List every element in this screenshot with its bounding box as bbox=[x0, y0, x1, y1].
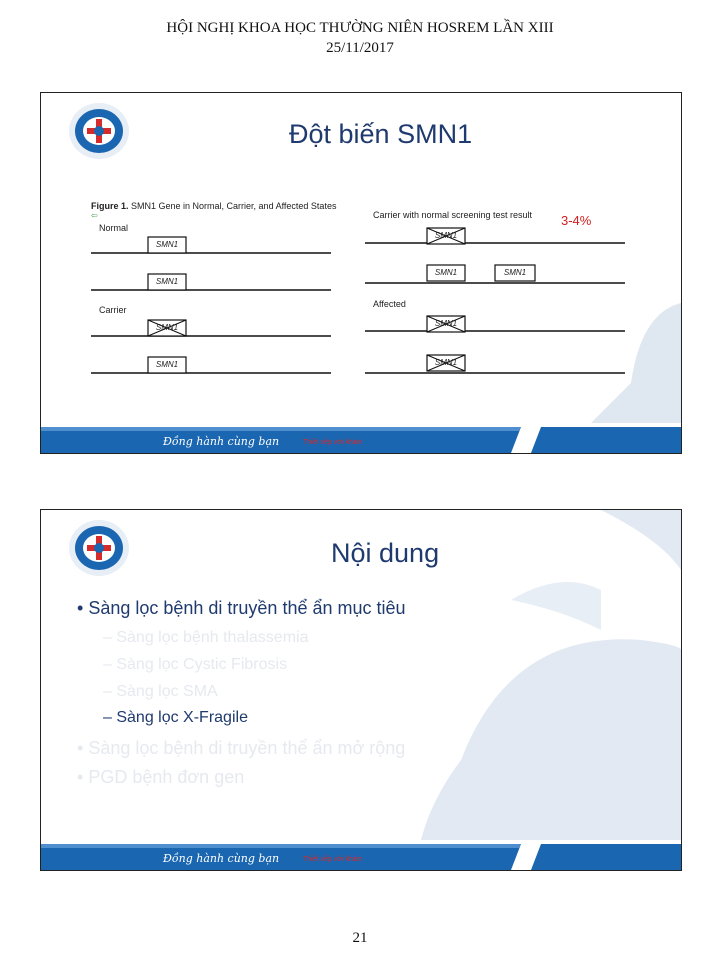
gene-label-smn1: SMN1 bbox=[434, 358, 458, 367]
hosrem-logo bbox=[67, 518, 131, 578]
sub-item-cystic-fibrosis: – Sàng lọc Cystic Fibrosis bbox=[103, 656, 288, 673]
sub-item-thalassemia: – Sàng lọc bệnh thalassemia bbox=[103, 629, 309, 646]
affected-label: Affected bbox=[373, 299, 406, 309]
gene-label-smn1: SMN1 bbox=[155, 360, 179, 369]
slide-contents bbox=[40, 509, 682, 871]
normal-label: Normal bbox=[99, 223, 129, 233]
back-arrow-icon: ⇦ bbox=[91, 211, 98, 220]
page-number: 21 bbox=[352, 930, 368, 946]
gene-label-smn1: SMN1 bbox=[434, 319, 458, 328]
bullet-text: Sàng lọc bệnh di truyền thể ẩn mục tiêu bbox=[88, 598, 406, 618]
chromosome-diagram bbox=[41, 93, 681, 393]
smn1-figure bbox=[41, 93, 681, 393]
footer-sub-tagline: Thiết xếp với khám bbox=[303, 439, 363, 446]
gene-label-smn1: SMN1 bbox=[155, 323, 179, 332]
sub-item-x-fragile: – Sàng lọc X-Fragile bbox=[103, 709, 248, 726]
slide-footer-band bbox=[41, 840, 681, 870]
bullet-text: Sàng lọc bệnh di truyền thể ẩn mở rộng bbox=[88, 738, 406, 758]
carrier-normal-screen-label: Carrier with normal screening test result bbox=[373, 210, 533, 220]
footer-sub-tagline: Thiết xếp với khám bbox=[303, 856, 363, 863]
figure-caption-text: SMN1 Gene in Normal, Carrier, and Affected States bbox=[128, 201, 337, 211]
footer-tagline: Đồng hành cùng bạn bbox=[163, 852, 280, 865]
gene-label-smn1: SMN1 bbox=[155, 277, 179, 286]
bullet-pgd: • PGD bệnh đơn gen bbox=[77, 767, 245, 787]
footer-tagline: Đồng hành cùng bạn bbox=[163, 435, 280, 448]
slide-smn1-mutation bbox=[40, 92, 682, 454]
slide-title: Đột biến SMN1 bbox=[289, 119, 473, 149]
bullet-expanded-screening: • Sàng lọc bệnh di truyền thể ẩn mở rộng bbox=[77, 738, 406, 758]
conference-date: 25/11/2017 bbox=[326, 40, 394, 56]
carrier-percentage: 3-4% bbox=[561, 213, 592, 228]
gene-label-smn1: SMN1 bbox=[503, 268, 527, 277]
gene-label-smn1: SMN1 bbox=[155, 240, 179, 249]
gene-label-smn1: SMN1 bbox=[434, 231, 458, 240]
bullet-targeted-screening: • Sàng lọc bệnh di truyền thể ẩn mục tiêu bbox=[77, 598, 406, 618]
bullet-text: PGD bệnh đơn gen bbox=[88, 767, 245, 787]
carrier-label: Carrier bbox=[99, 305, 127, 315]
slide-title: Nội dung bbox=[331, 538, 440, 568]
figure-caption-label: Figure 1. bbox=[91, 201, 129, 211]
slide-footer-band bbox=[41, 423, 681, 453]
gene-label-smn1: SMN1 bbox=[434, 268, 458, 277]
sub-item-sma: – Sàng lọc SMA bbox=[103, 683, 218, 700]
conference-title: HỘI NGHỊ KHOA HỌC THƯỜNG NIÊN HOSREM LẦN XIII bbox=[166, 20, 554, 36]
